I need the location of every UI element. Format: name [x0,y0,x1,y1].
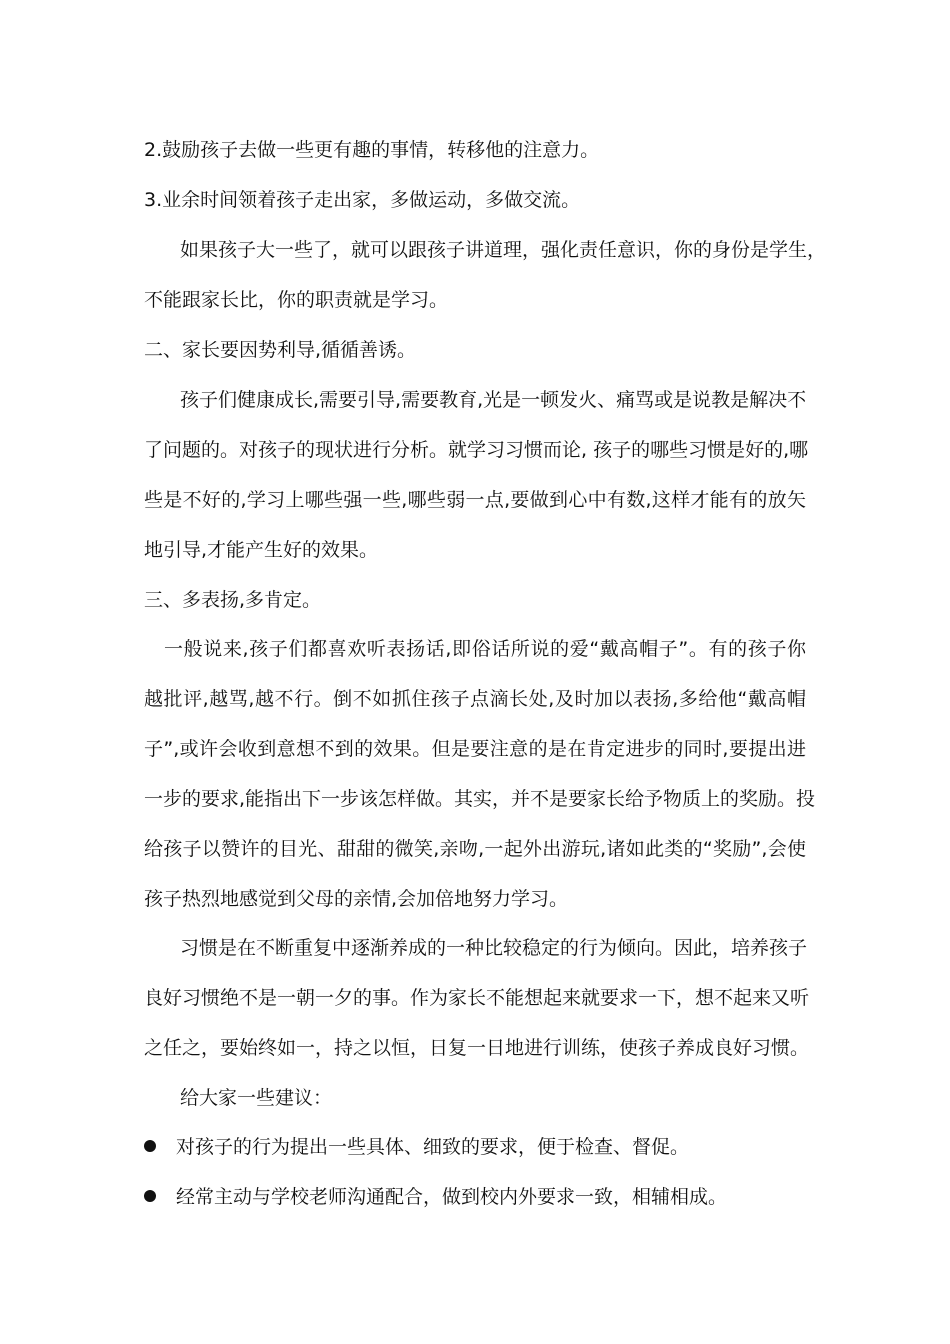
list-item [144,1134,689,1160]
paragraph-line: 一般说来,孩子们都喜欢听表扬话,即俗话所说的爱“戴高帽子”。有的孩子你 [164,638,806,660]
paragraph-line: 不能跟家长比，你的职责就是学习。 [144,289,449,311]
list-item-text: 经常主动与学校老师沟通配合，做到校内外要求一致，相辅相成。 [176,1186,728,1208]
list-item-text: 对孩子的行为提出一些具体、细致的要求，便于检查、督促。 [176,1136,690,1158]
list-item [144,1184,727,1210]
paragraph-line: 之任之，要始终如一，持之以恒，日复一日地进行训练，使孩子养成良好习惯。 [144,1037,810,1059]
paragraph-line: 了问题的。对孩子的现状进行分析。就学习习惯而论, 孩子的哪些习惯是好的,哪 [144,439,809,461]
paragraph-line: 孩子们健康成长,需要引导,需要教育,光是一顿发火、痛骂或是说教是解决不 [180,389,807,411]
paragraph-line: 子”,或许会收到意想不到的效果。但是要注意的是在肯定进步的同时,要提出进 [144,738,806,760]
paragraph-line: 给孩子以赞许的目光、甜甜的微笑,亲吻,一起外出游玩,诸如此类的“奖励”,会使 [144,838,806,860]
bullet-icon [144,1140,156,1152]
paragraph-line: 一步的要求,能指出下一步该怎样做。其实，并不是要家长给予物质上的奖励。投 [144,788,816,810]
paragraph-line: 给大家一些建议： [180,1087,333,1109]
paragraph-line: 习惯是在不断重复中逐渐养成的一种比较稳定的行为倾向。因此，培养孩子 [180,937,808,959]
bullet-icon [144,1190,156,1202]
paragraph-line: 地引导,才能产生好的效果。 [144,539,379,561]
paragraph-line: 孩子热烈地感觉到父母的亲情,会加倍地努力学习。 [144,888,569,910]
paragraph-line: 3.业余时间领着孩子走出家，多做运动，多做交流。 [144,189,581,211]
section-heading: 三、多表扬,多肯定。 [144,589,322,611]
section-heading: 二、家长要因势利导,循循善诱。 [144,339,417,361]
paragraph-line: 越批评,越骂,越不行。倒不如抓住孩子点滴长处,及时加以表扬,多给他“戴高帽 [144,688,806,710]
paragraph-line: 如果孩子大一些了，就可以跟孩子讲道理，强化责任意识，你的身份是学生， [180,239,827,261]
paragraph-line: 2.鼓励孩子去做一些更有趣的事情，转移他的注意力。 [144,139,600,161]
paragraph-line: 些是不好的,学习上哪些强一些,哪些弱一点,要做到心中有数,这样才能有的放矢 [144,489,806,511]
paragraph-line: 良好习惯绝不是一朝一夕的事。作为家长不能想起来就要求一下，想不起来又听 [144,987,810,1009]
